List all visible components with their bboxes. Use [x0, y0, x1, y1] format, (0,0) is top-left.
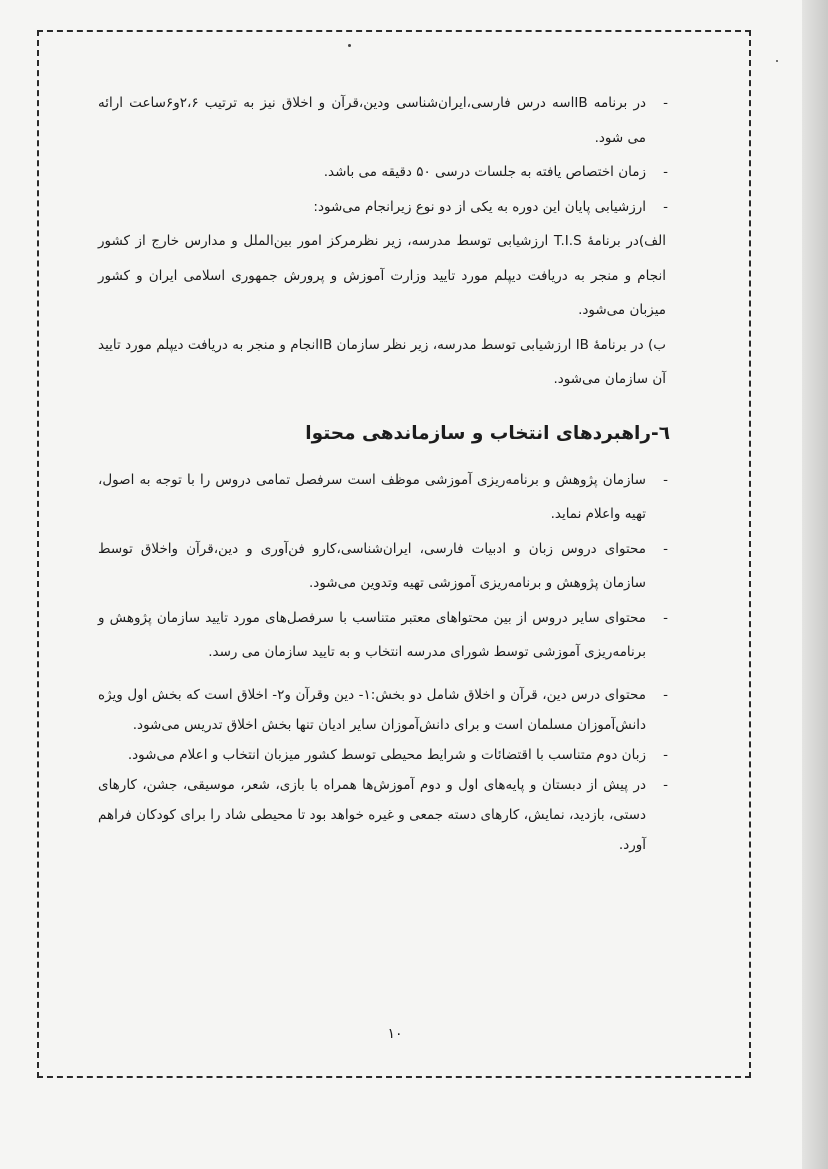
list-item: - محتوای دروس زبان و ادبیات فارسی، ایران‌شناسی،کارو فن‌آوری و دین،قرآن واخلاق توسط سازمان پژوهش و برنامه‌ریزی آموزشی تهیه وتدوین می‌شود.	[98, 532, 670, 601]
paragraph-be: ب) در برنامهٔ IB ارزشیابی توسط مدرسه، زیر نظر سازمان IBانجام و منجر به دریافت دیپلم مورد تایید آن سازمان می‌شود.	[98, 336, 666, 387]
scan-speck	[348, 44, 351, 47]
list-item: - در پیش از دبستان و پایه‌های اول و دوم آموزش‌ها همراه با بازی، شعر، موسیقی، جشن، کارهای دستی، بازدید، نمایش، کارهای دسته جمعی و غیره خواهد بود تا محیطی شاد را برای کودکان فراهم آورد.	[98, 770, 670, 860]
paragraph-alef: الف)در برنامهٔ T.I.S ارزشیابی توسط مدرسه، زیر نظرمرکز امور بین‌الملل و مدارس خارج از کشور انجام و منجر به دریافت دیپلم مورد تایید وزارت آموزش و پرورش جمهوری اسلامی ایران و کشور میزبان می‌شود.	[98, 233, 666, 318]
list-item: - سازمان پژوهش و برنامه‌ریزی آموزشی موظف است سرفصل تمامی دروس را با توجه به اصول، تهیه واعلام نماید.	[98, 463, 670, 532]
list-item: - محتوای درس دین، قرآن و اخلاق شامل دو بخش:۱- دین وقرآن و۲- اخلاق است که بخش اول ویژه دانش‌آموزان مسلمان است و برای دانش‌آموزان سایر ادیان تنها بخش اخلاق تدریس می‌شود.	[98, 680, 670, 740]
list-item: - محتوای سایر دروس از بین محتواهای معتبر متناسب با سرفصل‌های مورد تایید سازمان پژوهش و برنامه‌ریزی آموزشی توسط شورای مدرسه انتخاب و به تایید سازمان می رسد.	[98, 601, 670, 670]
scan-speck	[776, 60, 778, 62]
list-item: - ارزشیابی پایان این دوره به یکی از دو نوع زیرانجام می‌شود:	[98, 190, 670, 225]
scan-edge-shadow	[802, 0, 828, 1169]
section-heading: ٦-راهبردهای انتخاب و سازماندهی محتوا	[305, 422, 670, 444]
list-item: - زبان دوم متناسب با اقتضائات و شرایط محیطی توسط کشور میزبان انتخاب و اعلام می‌شود.	[98, 740, 670, 770]
document-body	[98, 86, 670, 860]
page-number: ۱۰	[387, 1026, 403, 1042]
list-item: - در برنامه IBاسه درس فارسی،ایران‌شناسی ودین،قرآن و اخلاق نیز به ترتیب ۲،۶و۶ساعت ارائه می شود.	[98, 86, 670, 155]
list-item: - زمان اختصاص یافته به جلسات درسی ۵۰ دقیقه می باشد.	[98, 155, 670, 190]
